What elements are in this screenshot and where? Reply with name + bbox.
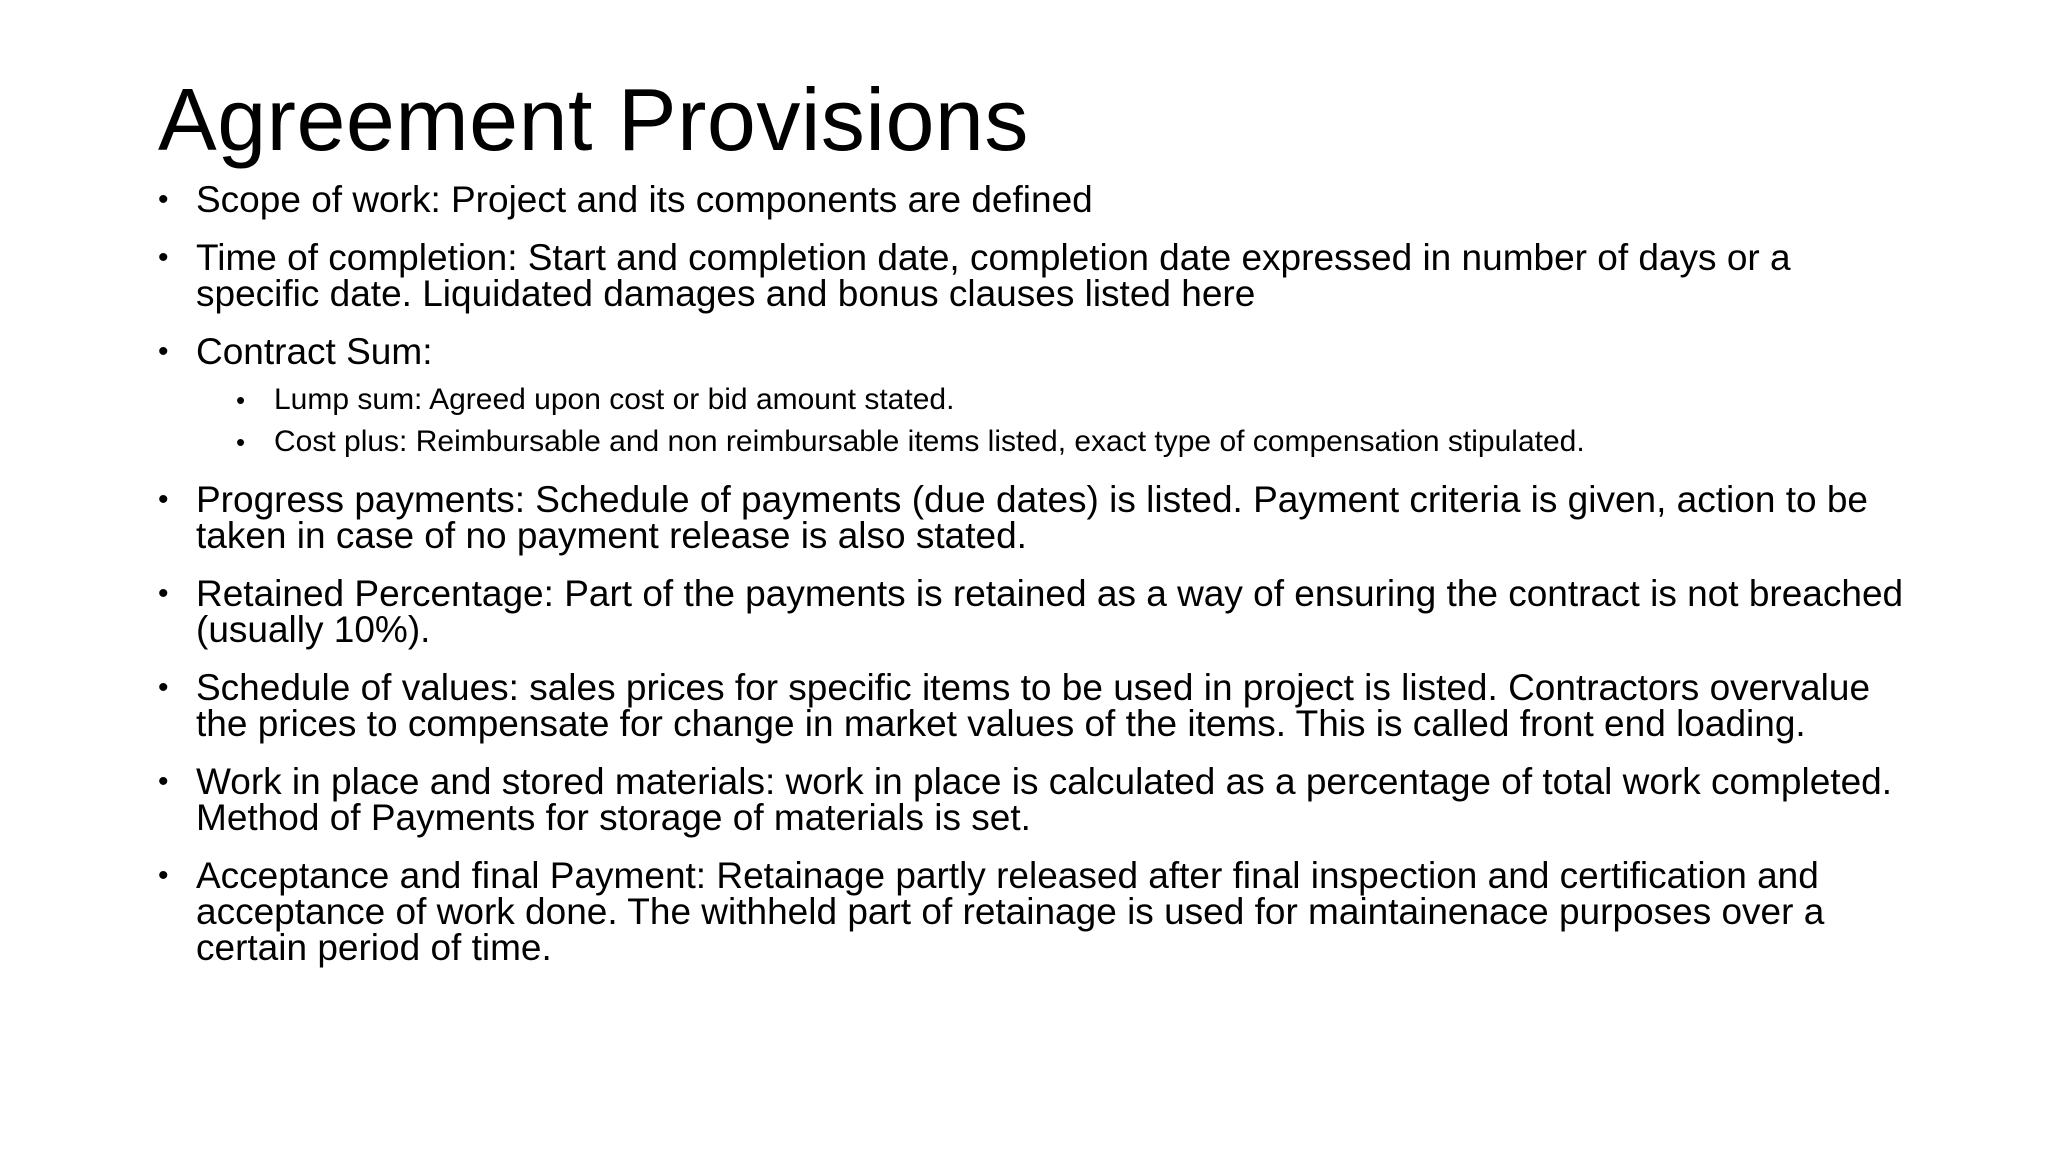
bullet-text: Time of completion: Start and completion date, completion date expressed in number of days or a specific date. Liquidated damages and bonus clauses listed here <box>196 237 1791 314</box>
bullet-item-time-of-completion <box>158 237 1918 314</box>
bullet-icon: • <box>158 183 169 216</box>
bullet-item-contract-sum <box>158 331 1918 460</box>
bullet-item-acceptance-final-payment <box>158 855 1918 968</box>
sub-bullet-text: Lump sum: Agreed upon cost or bid amount stated. <box>274 383 955 416</box>
bullet-text: Acceptance and final Payment: Retainage partly released after final inspection and certification and acceptance of work done. The withheld part of retainage is used for maintainenace purposes over a certain period of time. <box>196 855 1825 968</box>
bullet-text: Work in place and stored materials: work in place is calculated as a percentage of total work completed. Method of Payments for storage of materials is set. <box>196 761 1893 838</box>
sub-bullet-icon: • <box>236 427 246 457</box>
bullet-icon: • <box>158 241 169 274</box>
bullet-icon: • <box>158 859 169 892</box>
bullet-icon: • <box>158 577 169 610</box>
sub-bullet-item-lump-sum <box>196 382 1918 418</box>
bullet-icon: • <box>158 335 169 368</box>
bullet-icon: • <box>158 765 169 798</box>
sub-bullet-icon: • <box>236 385 246 415</box>
bullet-text: Scope of work: Project and its components are defined <box>196 179 1093 220</box>
sub-bullet-list <box>196 382 1918 460</box>
bullet-text: Progress payments: Schedule of payments (due dates) is listed. Payment criteria is given, action to be taken in case of no payment release is also stated. <box>196 479 1868 556</box>
sub-bullet-item-cost-plus <box>196 424 1918 460</box>
bullet-item-retained-percentage <box>158 573 1918 650</box>
bullet-item-scope-of-work <box>158 179 1918 220</box>
bullet-item-work-in-place <box>158 761 1918 838</box>
bullet-text: Retained Percentage: Part of the payments is retained as a way of ensuring the contract is not breached (usually 10%). <box>196 573 1904 650</box>
bullet-icon: • <box>158 671 169 704</box>
bullet-text: Schedule of values: sales prices for specific items to be used in project is listed. Contractors overvalue the prices to compensate for change in market values of the items. This is called front end loading. <box>196 667 1871 744</box>
slide-content <box>158 179 1918 988</box>
bullet-list <box>158 179 1918 968</box>
slide-title: Agreement Provisions <box>158 70 1029 169</box>
bullet-item-progress-payments <box>158 479 1918 556</box>
bullet-text: Contract Sum: <box>196 331 433 372</box>
bullet-item-schedule-of-values <box>158 667 1918 744</box>
bullet-icon: • <box>158 483 169 516</box>
sub-bullet-text: Cost plus: Reimbursable and non reimbursable items listed, exact type of compensation stipulated. <box>274 425 1585 458</box>
